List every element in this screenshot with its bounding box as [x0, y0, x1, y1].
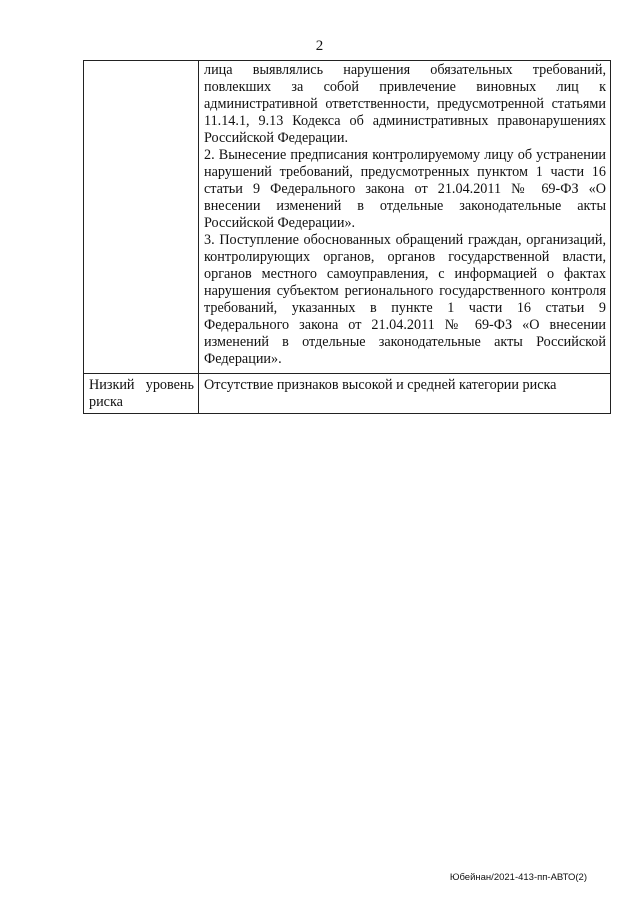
risk-criteria-table [83, 60, 611, 414]
criteria-paragraph: лица выявлялись нарушения обязательных требований, повлекших за собой привлечение виновных лиц к административной ответственности, предусмотренной статьями 11.14.1, 9.13 Кодекса об административных правонарушениях Российской Федерации. [204, 62, 606, 146]
criteria-paragraph: 2. Вынесение предписания контролируемому лицу об устранении нарушений требований, предусмотренных пунктом 1 части 16 статьи 9 Федерального закона от 21.04.2011 № 69-ФЗ «О внесении изменений в отдельные законодательные акты Российской Федерации». [204, 147, 606, 231]
table-cell-category: Низкий уровень риска [84, 374, 199, 414]
table-cell-criteria [199, 61, 611, 374]
table-cell-category [84, 61, 199, 374]
document-code: Юбейнан/2021-413-пп-АВТО(2) [449, 872, 587, 883]
criteria-paragraph: 3. Поступление обоснованных обращений граждан, организаций, контролирующих органов, органов государственной власти, органов местного самоуправления, с информацией о фактах нарушения субъектом регионального государственного контроля требований, указанных в пункте 1 части 16 статьи 9 Федерального закона от 21.04.2011 № 69-ФЗ «О внесении изменений в отдельные законодательные акты Российской Федерации». [204, 232, 606, 367]
page-number: 2 [315, 38, 324, 54]
table-row [84, 61, 611, 374]
criteria-paragraph: Отсутствие признаков высокой и средней категории риска [204, 377, 557, 393]
table-cell-criteria [199, 374, 611, 414]
table-row [84, 374, 611, 414]
